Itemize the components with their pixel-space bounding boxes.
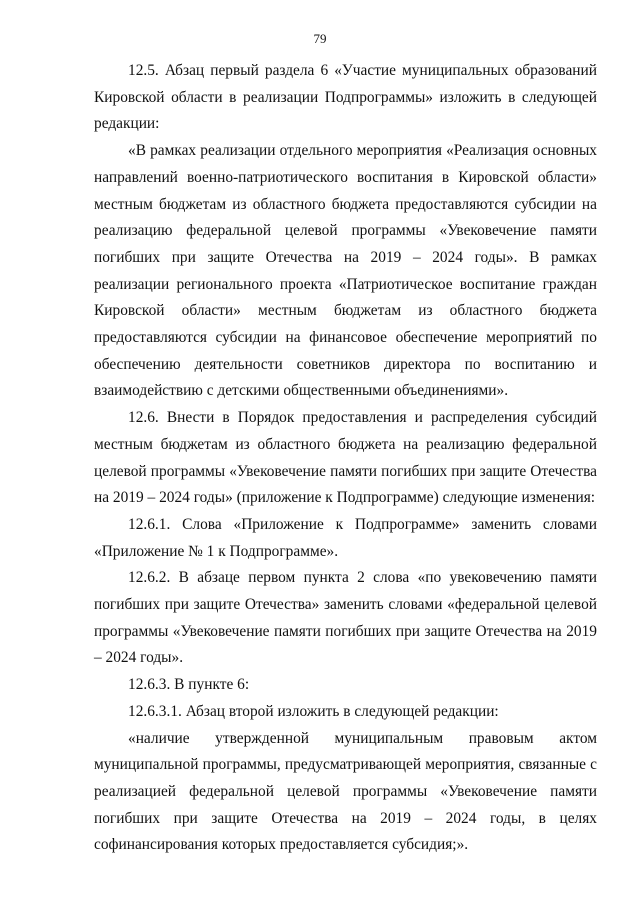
paragraph-12-6: 12.6. Внести в Порядок предоставления и распределения субсидий местным бюджетам из областного бюджета на реализацию федеральной целевой программы «Увековечение памяти погибших при защите Отечества на 2019 – 2024 годы» (приложение к Подпрограмме) следующие изменения: bbox=[94, 409, 597, 507]
paragraph-12-6-3: 12.6.3. В пункте 6: bbox=[128, 676, 250, 694]
page-number: 79 bbox=[313, 31, 327, 46]
paragraph-12-6-2: 12.6.2. В абзаце первом пункта 2 слова «по увековечению памяти погибших при защите Отечества» заменить словами «федеральной целевой программы «Увековечение памяти погибших при защите Отечества на 2019 – 2024 годы». bbox=[94, 569, 597, 667]
paragraph-quote-12-6-3-1: «наличие утвержденной муниципальным правовым актом муниципальной программы, предусматривающей мероприятия, связанные с реализацией федеральной целевой программы «Увековечение памяти погибших при защите Отечества на 2019 – 2024 годы, в целях софинансирования которых предоставляется субсидия;». bbox=[94, 729, 597, 854]
paragraph-quote-12-5: «В рамках реализации отдельного мероприятия «Реализация основных направлений военно-патриотического воспитания в Кировской области» местным бюджетам из областного бюджета предоставляются субсидии на реализацию федеральной целевой программы «Увековечение памяти погибших при защите Отечества на 2019 – 2024 годы». В рамках реализации регионального проекта «Патриотическое воспитание граждан Кировской области» местным бюджетам из областного бюджета предоставляются субсидии на финансовое обеспечение мероприятий по обеспечению деятельности советников директора по воспитанию и взаимодействию с детскими общественными объединениями». bbox=[94, 142, 597, 400]
paragraph-12-6-3-1: 12.6.3.1. Абзац второй изложить в следующей редакции: bbox=[128, 702, 499, 720]
paragraph-12-6-1: 12.6.1. Слова «Приложение к Подпрограмме» заменить словами «Приложение № 1 к Подпрограмме». bbox=[94, 515, 597, 560]
document-body bbox=[94, 58, 597, 859]
paragraph-12-5: 12.5. Абзац первый раздела 6 «Участие муниципальных образований Кировской области в реализации Подпрограммы» изложить в следующей редакции: bbox=[94, 62, 597, 133]
